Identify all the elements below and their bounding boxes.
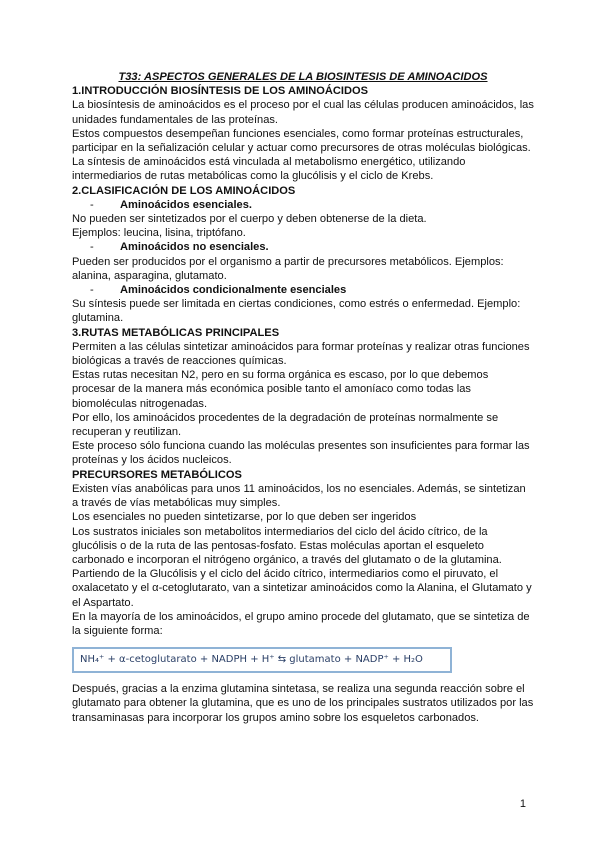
paragraph: Existen vías anabólicas para unos 11 aminoácidos, los no esenciales. Además, se sintetizan a través de vías metabólicas muy simples. (72, 482, 526, 510)
paragraph: No pueden ser sintetizados por el cuerpo y deben obtenerse de la dieta. (72, 213, 427, 226)
section-heading-clasificacion: 2.CLASIFICACIÓN DE LOS AMINOÁCIDOS (72, 184, 296, 197)
paragraph: Estas rutas necesitan N2, pero en su forma orgánica es escaso, por lo que debemos procesar de la manera más económica posible tanto el amoníaco como todas las biomoléculas nitrogenadas. (72, 369, 489, 410)
paragraph: Este proceso sólo funciona cuando las moléculas presentes son insuficientes para formar las proteínas y los ácidos nucleicos. (72, 440, 530, 467)
bullet-label: Aminoácidos no esenciales. (120, 241, 269, 254)
document-body (72, 70, 534, 725)
paragraph: Por ello, los aminoácidos procedentes de la degradación de proteínas normalmente se recuperan y reutilizan. (72, 411, 499, 439)
bullet-dash: - (90, 198, 94, 211)
bullet-esenciales (72, 198, 534, 212)
paragraph: Estos compuestos desempeñan funciones esenciales, como formar proteínas estructurales, participar en la señalización celular y actuar como precursores de otras moléculas biológicas. (72, 127, 531, 155)
bullet-label: Aminoácidos esenciales. (120, 198, 252, 211)
paragraph: Su síntesis puede ser limitada en ciertas condiciones, como estrés o enfermedad. Ejemplo: glutamina. (72, 298, 521, 325)
paragraph: Permiten a las células sintetizar aminoácidos para formar proteínas y realizar otras funciones biológicas a través de reacciones químicas. (72, 340, 530, 368)
page-number: 1 (519, 798, 526, 810)
paragraph: La síntesis de aminoácidos está vinculada al metabolismo energético, utilizando intermediarios de rutas metabólicas como la glucólisis y el ciclo de Krebs. (72, 156, 466, 183)
reaction-formula-box: NH₄⁺ + α-cetoglutarato + NADPH + H⁺ ⇆ glutamato + NADP⁺ + H₂O (72, 647, 452, 673)
paragraph: Los esenciales no pueden sintetizarse, por lo que deben ser ingeridos (72, 511, 417, 524)
bullet-dash: - (90, 241, 94, 254)
bullet-label: Aminoácidos condicionalmente esenciales (120, 284, 347, 297)
paragraph: Después, gracias a la enzima glutamina sintetasa, se realiza una segunda reacción sobre el glutamato para obtener la glutamina, que es uno de los principales sustratos utilizados por las transaminasas para incorporar los grupos amino sobre los esqueletos carbonados. (72, 683, 534, 724)
section-heading-precursores: PRECURSORES METABÓLICOS (72, 468, 242, 481)
paragraph: La biosíntesis de aminoácidos es el proceso por el cual las células producen aminoácidos, las unidades fundamentales de las proteínas. (72, 99, 534, 126)
paragraph: Partiendo de la Glucólisis y el ciclo del ácido cítrico, intermediarios como el piruvato, el oxalacetato y el α-cetoglutarato, van a sintetizar aminoácidos como la Alanina, el Glutamato y el Aspartato. (72, 568, 532, 609)
bullet-dash: - (90, 284, 94, 297)
bullet-condicionalmente-esenciales (72, 283, 534, 297)
paragraph: Los sustratos iniciales son metabolitos intermediarios del ciclo del ácido cítrico, de la glucólisis o de la ruta de las pentosas-fosfato. Estas moléculas aportan el esqueleto carbonado e incorporan el nitrógeno orgánico, a través del glutamato o de la glutamina. (72, 525, 502, 566)
paragraph: Pueden ser producidos por el organismo a partir de precursores metabólicos. Ejemplos: alanina, asparagina, glutamato. (72, 255, 504, 282)
section-heading-rutas: 3.RUTAS METABÓLICAS PRINCIPALES (72, 326, 280, 339)
document-title: T33: ASPECTOS GENERALES DE LA BIOSINTESIS DE AMINOACIDOS (118, 71, 488, 83)
paragraph: En la mayoría de los aminoácidos, el grupo amino procede del glutamato, que se sintetiza de la siguiente forma: (72, 610, 530, 637)
bullet-no-esenciales (72, 240, 534, 254)
paragraph: Ejemplos: leucina, lisina, triptófano. (72, 227, 246, 240)
section-heading-introduccion: 1.INTRODUCCIÓN BIOSÍNTESIS DE LOS AMINOÁCIDOS (72, 85, 369, 98)
